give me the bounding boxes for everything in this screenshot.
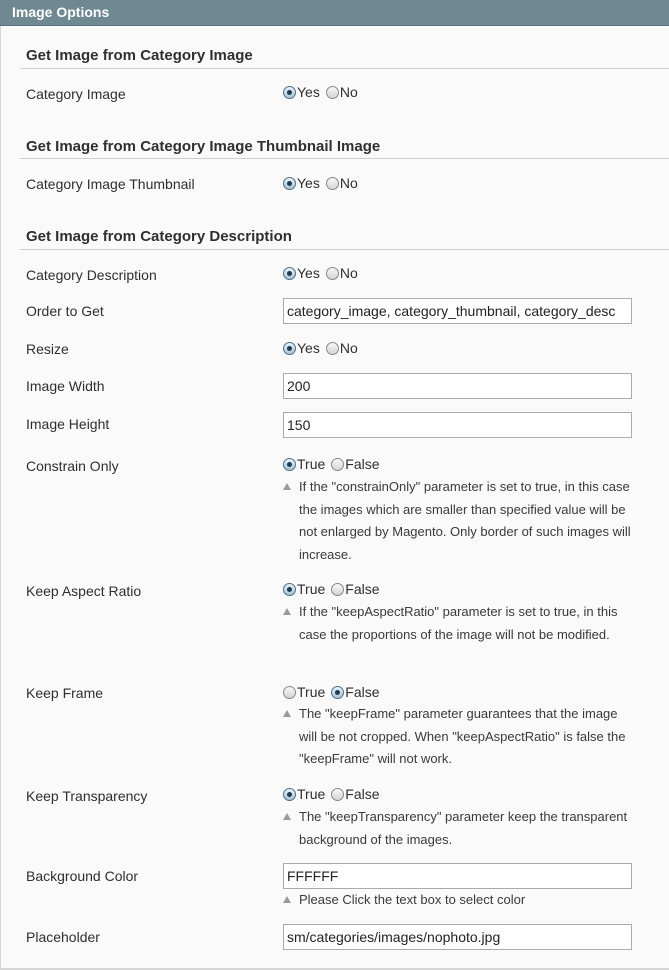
- keep-frame-true-option[interactable]: True: [283, 684, 325, 700]
- radio-unselected-icon[interactable]: [331, 583, 344, 596]
- description-yes-option[interactable]: Yes: [283, 265, 320, 281]
- radio-unselected-icon[interactable]: [331, 788, 344, 801]
- section-title-category-image: Get Image from Category Image: [26, 47, 253, 64]
- note-triangle-icon: [283, 608, 291, 615]
- description-no-option[interactable]: No: [326, 265, 358, 281]
- section-title-thumbnail: Get Image from Category Image Thumbnail Image: [26, 138, 381, 155]
- keep-aspect-ratio-note: If the "keepAspectRatio" parameter is set to true, in this case the proportions of the image will not be modified.: [283, 601, 633, 646]
- thumbnail-no-option[interactable]: No: [326, 175, 358, 191]
- keep-transparency-label: Keep Transparency: [26, 788, 148, 804]
- keep-frame-note: The "keepFrame" parameter guarantees that the image will be not cropped. When "keepAspectRatio" is false the "keepFrame" will not work.: [283, 703, 633, 771]
- keep-aspect-ratio-false-option[interactable]: False: [331, 581, 379, 597]
- image-width-label: Image Width: [26, 378, 105, 394]
- constrain-only-note: If the "constrainOnly" parameter is set to true, in this case the images which are smaller than specified value will be not enlarged by Magento. Only border of such images will increase.: [283, 476, 633, 566]
- image-height-label: Image Height: [26, 416, 110, 432]
- category-image-label: Category Image: [26, 86, 126, 102]
- radio-unselected-icon[interactable]: [331, 458, 344, 471]
- radio-unselected-icon[interactable]: [326, 267, 339, 280]
- background-color-label: Background Color: [26, 868, 139, 884]
- radio-selected-icon[interactable]: [283, 342, 296, 355]
- resize-yes-option[interactable]: Yes: [283, 340, 320, 356]
- category-description-label: Category Description: [26, 267, 157, 283]
- radio-unselected-icon[interactable]: [326, 177, 339, 190]
- keep-transparency-false-option[interactable]: False: [331, 786, 379, 802]
- note-triangle-icon: [283, 813, 291, 820]
- category-description-radio-group: [283, 265, 364, 281]
- radio-selected-icon[interactable]: [283, 267, 296, 280]
- keep-aspect-ratio-true-option[interactable]: True: [283, 581, 325, 597]
- note-triangle-icon: [283, 710, 291, 717]
- placeholder-input[interactable]: sm/categories/images/nophoto.jpg: [283, 924, 632, 950]
- keep-frame-false-option[interactable]: False: [331, 684, 379, 700]
- keep-frame-radio-group: [283, 684, 386, 700]
- note-triangle-icon: [283, 896, 291, 903]
- constrain-only-false-option[interactable]: False: [331, 456, 379, 472]
- category-image-thumbnail-label: Category Image Thumbnail: [26, 176, 195, 192]
- keep-frame-label: Keep Frame: [26, 685, 104, 701]
- radio-selected-icon[interactable]: [331, 686, 344, 699]
- order-to-get-input[interactable]: category_image, category_thumbnail, category_desc: [283, 298, 632, 324]
- thumbnail-yes-option[interactable]: Yes: [283, 175, 320, 191]
- placeholder-label: Placeholder: [26, 929, 100, 945]
- image-height-input[interactable]: 150: [283, 412, 632, 438]
- resize-no-option[interactable]: No: [326, 340, 358, 356]
- background-color-input[interactable]: FFFFFF: [283, 863, 632, 889]
- radio-unselected-icon[interactable]: [326, 86, 339, 99]
- radio-unselected-icon[interactable]: [283, 686, 296, 699]
- section-divider: [20, 249, 669, 250]
- radio-unselected-icon[interactable]: [326, 342, 339, 355]
- category-image-thumbnail-radio-group: [283, 175, 364, 191]
- radio-selected-icon[interactable]: [283, 177, 296, 190]
- note-triangle-icon: [283, 483, 291, 490]
- constrain-only-true-option[interactable]: True: [283, 456, 325, 472]
- keep-transparency-true-option[interactable]: True: [283, 786, 325, 802]
- order-to-get-label: Order to Get: [26, 303, 104, 319]
- constrain-only-label: Constrain Only: [26, 458, 119, 474]
- category-image-yes-option[interactable]: Yes: [283, 84, 320, 100]
- radio-selected-icon[interactable]: [283, 458, 296, 471]
- resize-radio-group: [283, 340, 364, 356]
- section-title-description: Get Image from Category Description: [26, 228, 292, 245]
- panel-title: Image Options: [12, 4, 110, 20]
- keep-aspect-ratio-label: Keep Aspect Ratio: [26, 583, 142, 599]
- keep-aspect-ratio-radio-group: [283, 581, 386, 597]
- category-image-radio-group: [283, 84, 364, 100]
- section-divider: [20, 68, 669, 69]
- resize-label: Resize: [26, 341, 69, 357]
- radio-selected-icon[interactable]: [283, 86, 296, 99]
- background-color-note: Please Click the text box to select color: [283, 889, 633, 912]
- constrain-only-radio-group: [283, 456, 386, 472]
- radio-selected-icon[interactable]: [283, 583, 296, 596]
- category-image-no-option[interactable]: No: [326, 84, 358, 100]
- radio-selected-icon[interactable]: [283, 788, 296, 801]
- panel-header[interactable]: [0, 0, 669, 26]
- section-divider: [20, 158, 669, 159]
- keep-transparency-radio-group: [283, 786, 386, 802]
- image-width-input[interactable]: 200: [283, 373, 632, 399]
- keep-transparency-note: The "keepTransparency" parameter keep the transparent background of the images.: [283, 806, 633, 851]
